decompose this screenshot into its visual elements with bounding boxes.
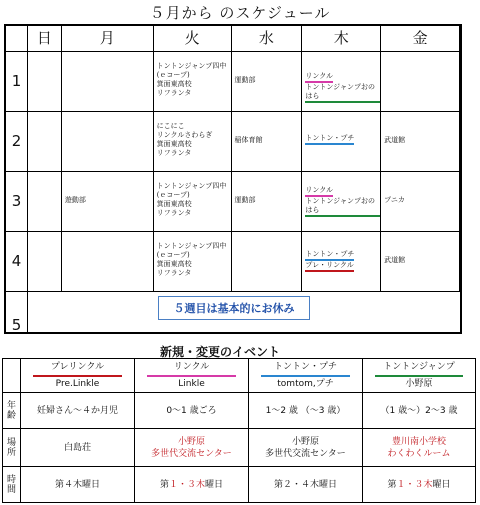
thu-cell: リンクル トントンジャンプおのはら [302, 172, 381, 231]
week-row-3: 3 遊動部 トントンジャンプ四中 (ｅコープ) 箕面東高校 リフランタ 運動部 リンクル トントンジャンプおのはら プニカ [6, 172, 460, 232]
schedule-header-row [6, 26, 460, 52]
thu-cell: トントン・プチ プレ・リンクル [302, 232, 381, 291]
header-wed: 水 [232, 26, 303, 51]
week-row-1: 1 トントンジャンプ四中 (ｅコープ) 箕面東高校 リフランタ 運動部 リンクル トントンジャンプおのはら [6, 52, 460, 112]
row-label-age: 年 齢 [3, 393, 21, 428]
tue-cell: トントンジャンプ四中 (ｅコープ) 箕面東高校 リフランタ [154, 52, 232, 111]
thu-cell: リンクル トントンジャンプおのはら [302, 52, 381, 111]
holiday-note: ５週目は基本的にお休み [158, 296, 310, 320]
events-title: 新規・変更のイベント [159, 345, 280, 359]
week-row-4: 4 トントンジャンプ四中 (ｅコープ) 箕面東高校 リフランタ トントン・プチ プレ・リンクル 武道館 [6, 232, 460, 292]
tue-cell: トントンジャンプ四中 (ｅコープ) 箕面東高校 リフランタ [154, 232, 232, 291]
event-tonton-petit: トントン・プチ tomtom,プチ [249, 359, 363, 392]
event-name-row [3, 359, 475, 393]
header-tue: 火 [154, 26, 232, 51]
row-label-time: 時 間 [3, 467, 21, 503]
thu-cell: トントン・プチ [302, 112, 381, 171]
week-row-2: 2 にこにこ リンクルさわらぎ 箕面東高校 リフランタ 稲体育館 トントン・プチ 武道館 [6, 112, 460, 172]
event-linkle: リンクル Linkle [135, 359, 249, 392]
event-age-row: 年 齢 妊婦さん～４か月児 0～1 歳ごろ 1～2 歳 （～3 歳） （1 歳～）2～3 歳 [3, 393, 475, 429]
event-tonton-jump: トントンジャンプ 小野原 [363, 359, 475, 392]
schedule-table [4, 24, 462, 334]
tue-cell: にこにこ リンクルさわらぎ 箕面東高校 リフランタ [154, 112, 232, 171]
row-label-place: 場 所 [3, 429, 21, 466]
week-number: 2 [6, 112, 28, 171]
event-place-row: 場 所 白島荘 小野原 多世代交流センター 小野原 多世代交流センター 豊川南小学校 わくわくルーム [3, 429, 475, 467]
week-number: 5 [6, 292, 28, 332]
header-fri: 金 [381, 26, 460, 51]
page-title: ５月から のスケジュール [149, 4, 331, 22]
header-thu: 木 [302, 26, 381, 51]
event-prelinkle: プレリンクル Pre.Linkle [21, 359, 135, 392]
header-corner [6, 26, 28, 51]
header-sun: 日 [28, 26, 62, 51]
header-mon: 月 [62, 26, 154, 51]
event-time-row: 時 間 第４木曜日 第 １・３木 曜日 第２・４木曜日 第 １・３木 曜日 [3, 467, 475, 503]
tue-cell: トントンジャンプ四中 (ｅコープ) 箕面東高校 リフランタ [154, 172, 232, 231]
week-number: 1 [6, 52, 28, 111]
week-number: 3 [6, 172, 28, 231]
week-number: 4 [6, 232, 28, 291]
events-table [2, 358, 476, 503]
